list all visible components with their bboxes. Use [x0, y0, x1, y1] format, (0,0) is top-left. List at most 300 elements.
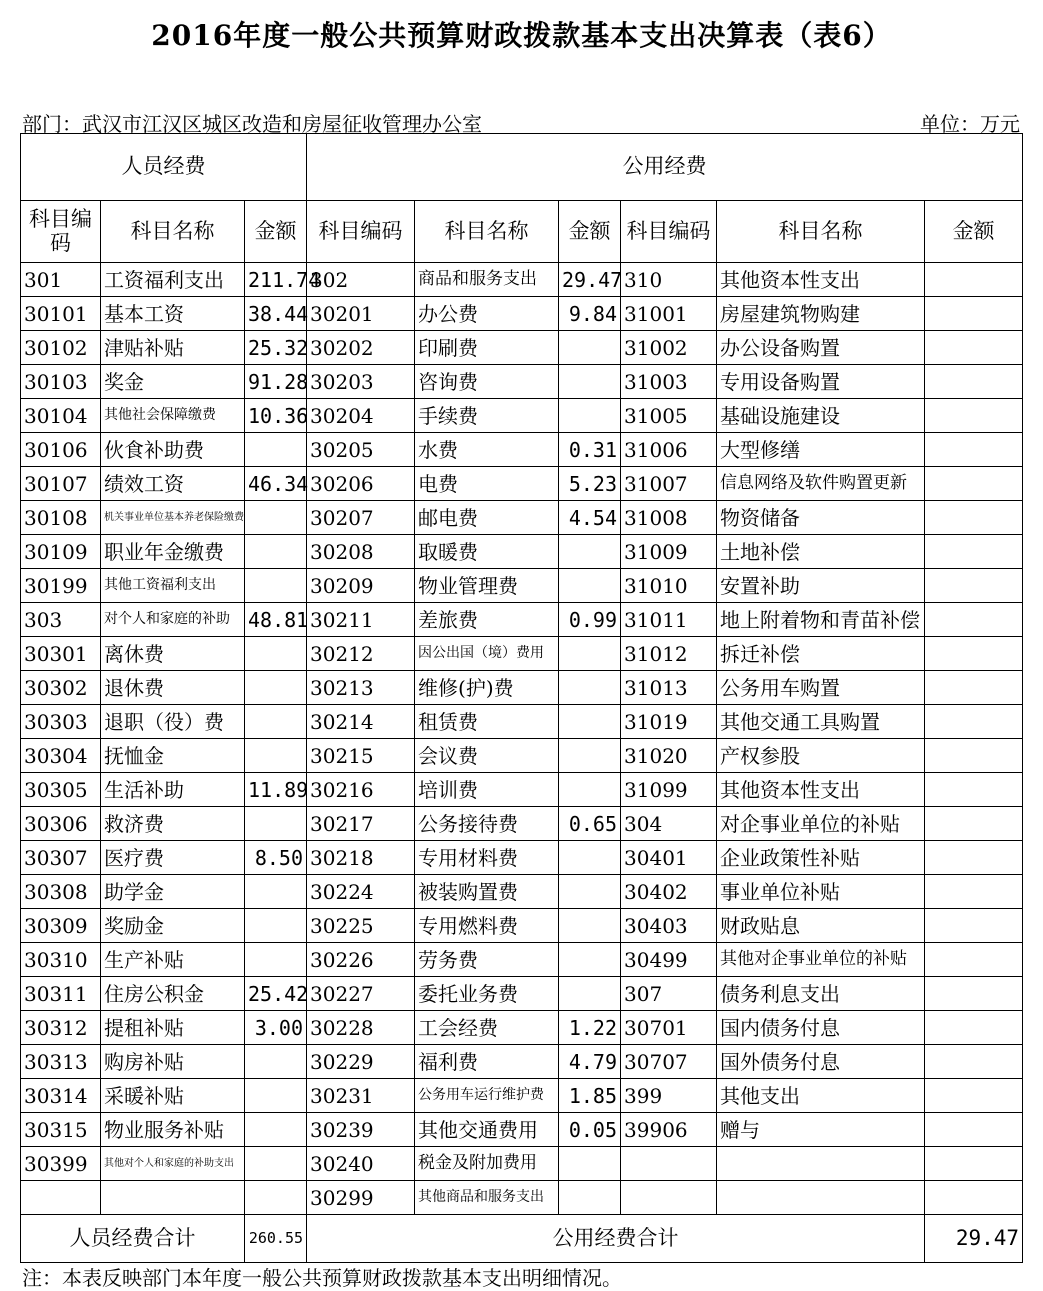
- capital-name-cell: 企业政策性补贴: [717, 841, 925, 875]
- personnel-name-cell: 基本工资: [101, 297, 245, 331]
- capital-name-cell: 债务利息支出: [717, 977, 925, 1011]
- table-row: [21, 705, 1023, 739]
- capital-name-cell: 土地补偿: [717, 535, 925, 569]
- goods-name-cell: 差旅费: [415, 603, 559, 637]
- goods-amount-cell: 5.23: [559, 467, 621, 501]
- goods-name-cell: 维修(护)费: [415, 671, 559, 705]
- column-header-row: [21, 201, 1023, 263]
- capital-name-cell: 国内债务付息: [717, 1011, 925, 1045]
- personnel-name-cell: 抚恤金: [101, 739, 245, 773]
- capital-amount-cell: [925, 705, 1023, 739]
- goods-name-cell: 其他商品和服务支出: [415, 1181, 559, 1215]
- personnel-amount-cell: [245, 943, 307, 977]
- goods-code-cell: 30228: [307, 1011, 415, 1045]
- table-row: [21, 399, 1023, 433]
- table-row: [21, 1011, 1023, 1045]
- personnel-amount-cell: [245, 1113, 307, 1147]
- goods-amount-cell: [559, 535, 621, 569]
- personnel-name-cell: 住房公积金: [101, 977, 245, 1011]
- personnel-code-cell: 30302: [21, 671, 101, 705]
- col-amount-header: 金额: [559, 201, 621, 263]
- goods-name-cell: 租赁费: [415, 705, 559, 739]
- capital-code-cell: 31013: [621, 671, 717, 705]
- capital-amount-cell: [925, 1147, 1023, 1181]
- capital-name-cell: 房屋建筑物购建: [717, 297, 925, 331]
- table-row: [21, 569, 1023, 603]
- capital-name-cell: 地上附着物和青苗补偿: [717, 603, 925, 637]
- capital-name-cell: 专用设备购置: [717, 365, 925, 399]
- capital-amount-cell: [925, 603, 1023, 637]
- goods-code-cell: 30239: [307, 1113, 415, 1147]
- goods-code-cell: 30205: [307, 433, 415, 467]
- goods-name-cell: 专用燃料费: [415, 909, 559, 943]
- goods-amount-cell: [559, 875, 621, 909]
- goods-code-cell: 30201: [307, 297, 415, 331]
- personnel-amount-cell: [245, 807, 307, 841]
- personnel-code-cell: 30104: [21, 399, 101, 433]
- personnel-name-cell: 退职（役）费: [101, 705, 245, 739]
- goods-amount-cell: [559, 705, 621, 739]
- goods-amount-cell: [559, 637, 621, 671]
- capital-code-cell: 30401: [621, 841, 717, 875]
- personnel-name-cell: 提租补贴: [101, 1011, 245, 1045]
- goods-amount-cell: [559, 977, 621, 1011]
- capital-amount-cell: [925, 807, 1023, 841]
- table-row: [21, 365, 1023, 399]
- goods-code-cell: 302: [307, 263, 415, 297]
- personnel-amount-cell: 3.00: [245, 1011, 307, 1045]
- personnel-amount-cell: 11.89: [245, 773, 307, 807]
- personnel-code-cell: 30108: [21, 501, 101, 535]
- personnel-code-cell: 30310: [21, 943, 101, 977]
- goods-code-cell: 30207: [307, 501, 415, 535]
- personnel-code-cell: 30102: [21, 331, 101, 365]
- personnel-amount-cell: [245, 705, 307, 739]
- goods-name-cell: 培训费: [415, 773, 559, 807]
- goods-name-cell: 取暖费: [415, 535, 559, 569]
- goods-name-cell: 其他交通费用: [415, 1113, 559, 1147]
- capital-amount-cell: [925, 331, 1023, 365]
- capital-name-cell: 大型修缮: [717, 433, 925, 467]
- personnel-name-cell: 职业年金缴费: [101, 535, 245, 569]
- goods-name-cell: 手续费: [415, 399, 559, 433]
- capital-amount-cell: [925, 943, 1023, 977]
- table-row: [21, 841, 1023, 875]
- capital-amount-cell: [925, 569, 1023, 603]
- expenditure-table: [20, 133, 1023, 1263]
- capital-amount-cell: [925, 535, 1023, 569]
- goods-code-cell: 30214: [307, 705, 415, 739]
- personnel-name-cell: 津贴补贴: [101, 331, 245, 365]
- public-group-header: 公用经费: [307, 134, 1023, 201]
- goods-name-cell: 印刷费: [415, 331, 559, 365]
- personnel-name-cell: [101, 1181, 245, 1215]
- personnel-name-cell: 离休费: [101, 637, 245, 671]
- table-row: [21, 501, 1023, 535]
- goods-name-cell: 物业管理费: [415, 569, 559, 603]
- col-amount-header: 金额: [925, 201, 1023, 263]
- personnel-amount-cell: 25.32: [245, 331, 307, 365]
- capital-amount-cell: [925, 671, 1023, 705]
- footnote: 注：本表反映部门本年度一般公共预算财政拨款基本支出明细情况。: [22, 1266, 622, 1290]
- goods-amount-cell: [559, 331, 621, 365]
- goods-code-cell: 30215: [307, 739, 415, 773]
- goods-amount-cell: 9.84: [559, 297, 621, 331]
- unit-label: 单位：万元: [920, 112, 1020, 136]
- totals-row: [21, 1215, 1023, 1263]
- goods-amount-cell: [559, 909, 621, 943]
- personnel-amount-cell: 46.34: [245, 467, 307, 501]
- personnel-code-cell: 30199: [21, 569, 101, 603]
- capital-code-cell: 399: [621, 1079, 717, 1113]
- goods-code-cell: 30225: [307, 909, 415, 943]
- capital-name-cell: 财政贴息: [717, 909, 925, 943]
- personnel-code-cell: 303: [21, 603, 101, 637]
- goods-name-cell: 咨询费: [415, 365, 559, 399]
- col-name-header: 科目名称: [101, 201, 245, 263]
- table-row: [21, 875, 1023, 909]
- goods-code-cell: 30216: [307, 773, 415, 807]
- capital-code-cell: 31003: [621, 365, 717, 399]
- personnel-code-cell: 30305: [21, 773, 101, 807]
- personnel-amount-cell: 48.81: [245, 603, 307, 637]
- goods-amount-cell: [559, 841, 621, 875]
- goods-name-cell: 专用材料费: [415, 841, 559, 875]
- goods-amount-cell: [559, 773, 621, 807]
- personnel-name-cell: 奖励金: [101, 909, 245, 943]
- goods-code-cell: 30240: [307, 1147, 415, 1181]
- goods-code-cell: 30299: [307, 1181, 415, 1215]
- goods-code-cell: 30218: [307, 841, 415, 875]
- goods-code-cell: 30231: [307, 1079, 415, 1113]
- goods-amount-cell: 1.22: [559, 1011, 621, 1045]
- table-row: [21, 739, 1023, 773]
- capital-name-cell: 办公设备购置: [717, 331, 925, 365]
- capital-amount-cell: [925, 977, 1023, 1011]
- personnel-name-cell: 助学金: [101, 875, 245, 909]
- personnel-name-cell: 物业服务补贴: [101, 1113, 245, 1147]
- personnel-name-cell: 救济费: [101, 807, 245, 841]
- personnel-group-header: 人员经费: [21, 134, 307, 201]
- goods-code-cell: 30203: [307, 365, 415, 399]
- capital-name-cell: 国外债务付息: [717, 1045, 925, 1079]
- col-code-header: 科目编码: [21, 201, 101, 263]
- goods-name-cell: 因公出国（境）费用: [415, 637, 559, 671]
- capital-code-cell: 31012: [621, 637, 717, 671]
- personnel-name-cell: 其他对个人和家庭的补助支出: [101, 1147, 245, 1181]
- personnel-code-cell: 30301: [21, 637, 101, 671]
- capital-amount-cell: [925, 297, 1023, 331]
- capital-amount-cell: [925, 739, 1023, 773]
- table-row: [21, 263, 1023, 297]
- personnel-code-cell: 30308: [21, 875, 101, 909]
- table-row: [21, 773, 1023, 807]
- goods-amount-cell: 4.79: [559, 1045, 621, 1079]
- col-amount-header: 金额: [245, 201, 307, 263]
- goods-code-cell: 30211: [307, 603, 415, 637]
- capital-code-cell: [621, 1181, 717, 1215]
- goods-code-cell: 30226: [307, 943, 415, 977]
- personnel-code-cell: 30309: [21, 909, 101, 943]
- capital-name-cell: 公务用车购置: [717, 671, 925, 705]
- personnel-code-cell: 301: [21, 263, 101, 297]
- goods-amount-cell: 0.31: [559, 433, 621, 467]
- group-header-row: [21, 134, 1023, 201]
- capital-name-cell: 其他资本性支出: [717, 263, 925, 297]
- personnel-code-cell: 30103: [21, 365, 101, 399]
- goods-code-cell: 30206: [307, 467, 415, 501]
- goods-name-cell: 商品和服务支出: [415, 263, 559, 297]
- capital-code-cell: 30701: [621, 1011, 717, 1045]
- goods-code-cell: 30202: [307, 331, 415, 365]
- goods-amount-cell: [559, 943, 621, 977]
- goods-amount-cell: [559, 671, 621, 705]
- goods-amount-cell: [559, 1147, 621, 1181]
- capital-amount-cell: [925, 637, 1023, 671]
- goods-name-cell: 邮电费: [415, 501, 559, 535]
- personnel-code-cell: 30307: [21, 841, 101, 875]
- capital-name-cell: 其他对企事业单位的补贴: [717, 943, 925, 977]
- personnel-amount-cell: [245, 875, 307, 909]
- table-row: [21, 433, 1023, 467]
- personnel-code-cell: 30315: [21, 1113, 101, 1147]
- personnel-amount-cell: [245, 1181, 307, 1215]
- goods-amount-cell: [559, 569, 621, 603]
- personnel-code-cell: 30399: [21, 1147, 101, 1181]
- goods-code-cell: 30217: [307, 807, 415, 841]
- personnel-name-cell: 机关事业单位基本养老保险缴费: [101, 501, 245, 535]
- goods-code-cell: 30227: [307, 977, 415, 1011]
- capital-code-cell: 307: [621, 977, 717, 1011]
- capital-name-cell: 产权参股: [717, 739, 925, 773]
- capital-name-cell: 其他支出: [717, 1079, 925, 1113]
- capital-code-cell: 310: [621, 263, 717, 297]
- col-name-header: 科目名称: [415, 201, 559, 263]
- capital-code-cell: 31007: [621, 467, 717, 501]
- capital-amount-cell: [925, 875, 1023, 909]
- capital-amount-cell: [925, 909, 1023, 943]
- capital-amount-cell: [925, 1011, 1023, 1045]
- capital-name-cell: 物资储备: [717, 501, 925, 535]
- goods-amount-cell: 0.05: [559, 1113, 621, 1147]
- capital-code-cell: 31002: [621, 331, 717, 365]
- capital-name-cell: 事业单位补贴: [717, 875, 925, 909]
- capital-code-cell: 31020: [621, 739, 717, 773]
- goods-code-cell: 30204: [307, 399, 415, 433]
- goods-name-cell: 水费: [415, 433, 559, 467]
- table-meta: [22, 108, 1020, 134]
- table-row: [21, 1147, 1023, 1181]
- capital-amount-cell: [925, 1181, 1023, 1215]
- table-row: [21, 943, 1023, 977]
- capital-name-cell: 基础设施建设: [717, 399, 925, 433]
- goods-code-cell: 30224: [307, 875, 415, 909]
- personnel-code-cell: 30107: [21, 467, 101, 501]
- capital-code-cell: 31001: [621, 297, 717, 331]
- personnel-code-cell: 30314: [21, 1079, 101, 1113]
- personnel-amount-cell: 91.28: [245, 365, 307, 399]
- personnel-amount-cell: [245, 1147, 307, 1181]
- capital-amount-cell: [925, 399, 1023, 433]
- goods-amount-cell: [559, 399, 621, 433]
- capital-amount-cell: [925, 365, 1023, 399]
- capital-name-cell: 对企事业单位的补贴: [717, 807, 925, 841]
- personnel-code-cell: [21, 1181, 101, 1215]
- capital-amount-cell: [925, 433, 1023, 467]
- capital-name-cell: [717, 1147, 925, 1181]
- table-row: [21, 535, 1023, 569]
- public-total-value: 29.47: [925, 1215, 1023, 1263]
- table-row: [21, 603, 1023, 637]
- capital-amount-cell: [925, 1045, 1023, 1079]
- goods-amount-cell: 29.47: [559, 263, 621, 297]
- capital-code-cell: 39906: [621, 1113, 717, 1147]
- personnel-code-cell: 30313: [21, 1045, 101, 1079]
- capital-name-cell: 拆迁补偿: [717, 637, 925, 671]
- capital-code-cell: 304: [621, 807, 717, 841]
- personnel-amount-cell: 8.50: [245, 841, 307, 875]
- personnel-code-cell: 30304: [21, 739, 101, 773]
- capital-code-cell: [621, 1147, 717, 1181]
- capital-amount-cell: [925, 263, 1023, 297]
- table-row: [21, 1045, 1023, 1079]
- table-row: [21, 331, 1023, 365]
- goods-name-cell: 福利费: [415, 1045, 559, 1079]
- personnel-name-cell: 购房补贴: [101, 1045, 245, 1079]
- capital-amount-cell: [925, 467, 1023, 501]
- capital-code-cell: 31008: [621, 501, 717, 535]
- personnel-name-cell: 其他工资福利支出: [101, 569, 245, 603]
- department-label: 部门：武汉市江汉区城区改造和房屋征收管理办公室: [22, 112, 482, 136]
- personnel-amount-cell: 38.44: [245, 297, 307, 331]
- table-row: [21, 807, 1023, 841]
- personnel-code-cell: 30312: [21, 1011, 101, 1045]
- personnel-amount-cell: [245, 637, 307, 671]
- goods-name-cell: 会议费: [415, 739, 559, 773]
- capital-amount-cell: [925, 501, 1023, 535]
- personnel-amount-cell: [245, 739, 307, 773]
- personnel-name-cell: 医疗费: [101, 841, 245, 875]
- capital-code-cell: 31099: [621, 773, 717, 807]
- personnel-name-cell: 奖金: [101, 365, 245, 399]
- table-row: [21, 1113, 1023, 1147]
- capital-amount-cell: [925, 1113, 1023, 1147]
- goods-amount-cell: [559, 739, 621, 773]
- goods-name-cell: 公务用车运行维护费: [415, 1079, 559, 1113]
- capital-code-cell: 31019: [621, 705, 717, 739]
- table-row: [21, 977, 1023, 1011]
- personnel-name-cell: 生活补助: [101, 773, 245, 807]
- table-row: [21, 1181, 1023, 1215]
- personnel-code-cell: 30303: [21, 705, 101, 739]
- personnel-amount-cell: [245, 1079, 307, 1113]
- goods-name-cell: 税金及附加费用: [415, 1147, 559, 1181]
- capital-code-cell: 30403: [621, 909, 717, 943]
- capital-amount-cell: [925, 773, 1023, 807]
- table-row: [21, 671, 1023, 705]
- capital-code-cell: 31009: [621, 535, 717, 569]
- goods-amount-cell: 0.65: [559, 807, 621, 841]
- page-title: 2016年度一般公共预算财政拨款基本支出决算表（表6）: [151, 19, 892, 52]
- personnel-code-cell: 30101: [21, 297, 101, 331]
- goods-name-cell: 公务接待费: [415, 807, 559, 841]
- capital-name-cell: 其他资本性支出: [717, 773, 925, 807]
- personnel-code-cell: 30109: [21, 535, 101, 569]
- personnel-name-cell: 工资福利支出: [101, 263, 245, 297]
- capital-code-cell: 30499: [621, 943, 717, 977]
- goods-name-cell: 办公费: [415, 297, 559, 331]
- personnel-total-label: 人员经费合计: [21, 1215, 245, 1263]
- personnel-amount-cell: [245, 909, 307, 943]
- table-row: [21, 1079, 1023, 1113]
- capital-name-cell: [717, 1181, 925, 1215]
- personnel-amount-cell: [245, 535, 307, 569]
- goods-amount-cell: [559, 365, 621, 399]
- table-row: [21, 637, 1023, 671]
- public-total-label: 公用经费合计: [307, 1215, 925, 1263]
- capital-code-cell: 31005: [621, 399, 717, 433]
- table-row: [21, 297, 1023, 331]
- personnel-amount-cell: [245, 1045, 307, 1079]
- goods-code-cell: 30212: [307, 637, 415, 671]
- personnel-name-cell: 其他社会保障缴费: [101, 399, 245, 433]
- capital-name-cell: 安置补助: [717, 569, 925, 603]
- goods-code-cell: 30209: [307, 569, 415, 603]
- capital-amount-cell: [925, 1079, 1023, 1113]
- personnel-code-cell: 30311: [21, 977, 101, 1011]
- goods-code-cell: 30229: [307, 1045, 415, 1079]
- personnel-name-cell: 绩效工资: [101, 467, 245, 501]
- table-row: [21, 909, 1023, 943]
- personnel-code-cell: 30306: [21, 807, 101, 841]
- personnel-amount-cell: 211.74: [245, 263, 307, 297]
- capital-code-cell: 31010: [621, 569, 717, 603]
- personnel-amount-cell: [245, 569, 307, 603]
- goods-name-cell: 委托业务费: [415, 977, 559, 1011]
- capital-name-cell: 信息网络及软件购置更新: [717, 467, 925, 501]
- goods-name-cell: 劳务费: [415, 943, 559, 977]
- capital-name-cell: 其他交通工具购置: [717, 705, 925, 739]
- personnel-name-cell: 伙食补助费: [101, 433, 245, 467]
- personnel-amount-cell: [245, 671, 307, 705]
- personnel-total-value: 260.55: [245, 1215, 307, 1263]
- goods-amount-cell: [559, 1181, 621, 1215]
- goods-amount-cell: 4.54: [559, 501, 621, 535]
- capital-amount-cell: [925, 841, 1023, 875]
- col-code-header: 科目编码: [621, 201, 717, 263]
- capital-name-cell: 赠与: [717, 1113, 925, 1147]
- capital-code-cell: 30402: [621, 875, 717, 909]
- goods-amount-cell: 0.99: [559, 603, 621, 637]
- goods-code-cell: 30208: [307, 535, 415, 569]
- personnel-name-cell: 退休费: [101, 671, 245, 705]
- goods-name-cell: 工会经费: [415, 1011, 559, 1045]
- goods-name-cell: 电费: [415, 467, 559, 501]
- capital-code-cell: 31011: [621, 603, 717, 637]
- goods-amount-cell: 1.85: [559, 1079, 621, 1113]
- table-row: [21, 467, 1023, 501]
- capital-code-cell: 30707: [621, 1045, 717, 1079]
- col-name-header: 科目名称: [717, 201, 925, 263]
- col-code-header: 科目编码: [307, 201, 415, 263]
- goods-name-cell: 被装购置费: [415, 875, 559, 909]
- personnel-amount-cell: [245, 433, 307, 467]
- personnel-amount-cell: [245, 501, 307, 535]
- personnel-name-cell: 对个人和家庭的补助: [101, 603, 245, 637]
- personnel-amount-cell: 10.36: [245, 399, 307, 433]
- capital-code-cell: 31006: [621, 433, 717, 467]
- goods-code-cell: 30213: [307, 671, 415, 705]
